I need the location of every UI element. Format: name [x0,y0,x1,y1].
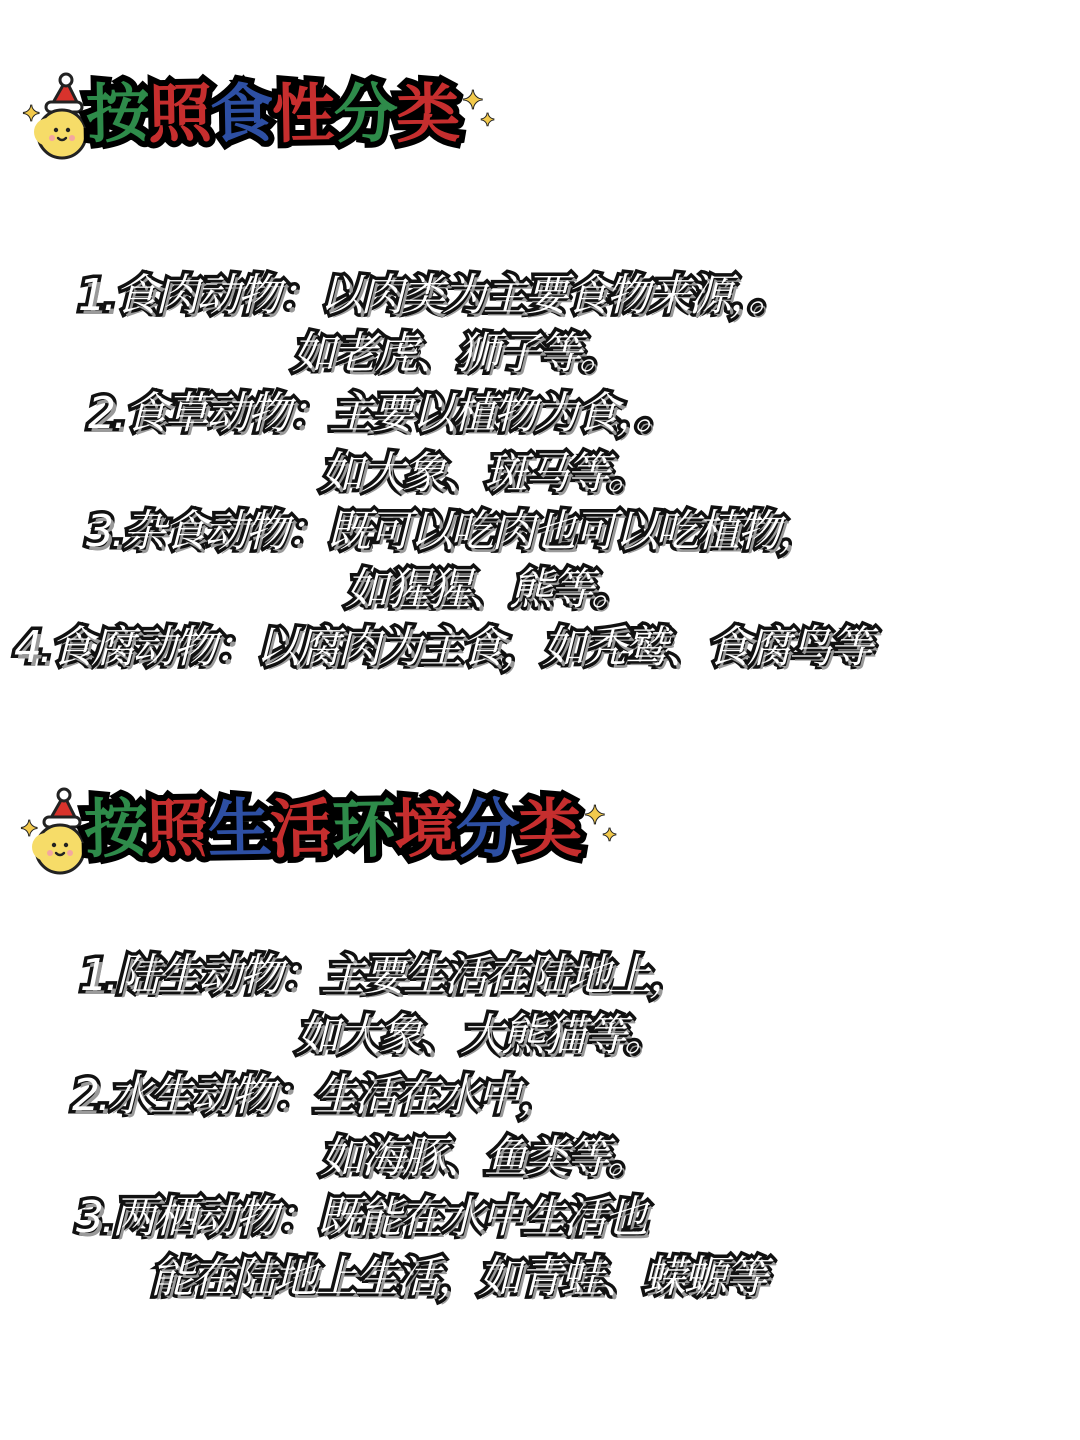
sparkle-icon: ✦ [22,102,41,127]
title-char: 食 [209,77,273,153]
section-heading-diet [20,60,498,170]
sparkle-icon: ✦ [20,817,39,842]
sparkle-icon: ✦ [480,110,496,131]
habitat-line-2: 如大象、大熊猫等。 [296,1010,665,1061]
title-char: 分 [333,77,397,153]
title-char: 类 [395,77,459,153]
habitat-line-3: 2.水生动物：生活在水中， [72,1070,559,1121]
title-char: 活 [269,792,333,868]
sparkle-group-icon [580,785,620,875]
diet-line-4: 如大象、斑马等。 [320,448,648,499]
habitat-line-1: 1.陆生动物：主要生活在陆地上， [80,950,690,1001]
moon-santa-hat-icon [18,785,88,875]
title-char: 按 [85,77,149,153]
title-char: 按 [83,792,147,868]
title-char: 性 [271,77,335,153]
diet-line-5: 3.杂食动物：既可以吃肉也可以吃植物， [86,506,819,557]
section-heading-habitat [18,775,620,885]
sparkle-group-icon [458,70,498,160]
diet-line-3: 2.食草动物：主要以植物为食，。 [88,388,676,439]
habitat-line-4: 如海豚、鱼类等。 [320,1132,648,1183]
title-char: 分 [455,792,519,868]
diet-line-6: 如猩猩、熊等。 [345,564,632,615]
title-char: 生 [207,792,271,868]
section-title-diet [85,77,459,153]
moon-santa-hat-icon [20,70,90,160]
sparkle-icon: ✦ [462,86,484,116]
habitat-line-6: 能在陆地上生活，如青蛙、蝾螈等 [150,1252,765,1303]
title-char: 环 [331,792,395,868]
title-char: 照 [147,77,211,153]
title-char: 照 [145,792,209,868]
habitat-line-5: 3.两栖动物：既能在水中生活也 [76,1192,645,1243]
title-char: 境 [393,792,457,868]
diet-line-2: 如老虎、狮子等。 [292,328,620,379]
sparkle-icon: ✦ [584,801,606,831]
diet-line-1: 1.食肉动物：以肉类为主要食物来源，。 [78,270,789,321]
section-title-habitat [83,792,581,868]
diet-line-7: 4.食腐动物：以腐肉为主食，如秃鹫、食腐鸟等 [14,622,870,673]
sparkle-icon: ✦ [602,825,618,846]
title-char: 类 [517,792,581,868]
